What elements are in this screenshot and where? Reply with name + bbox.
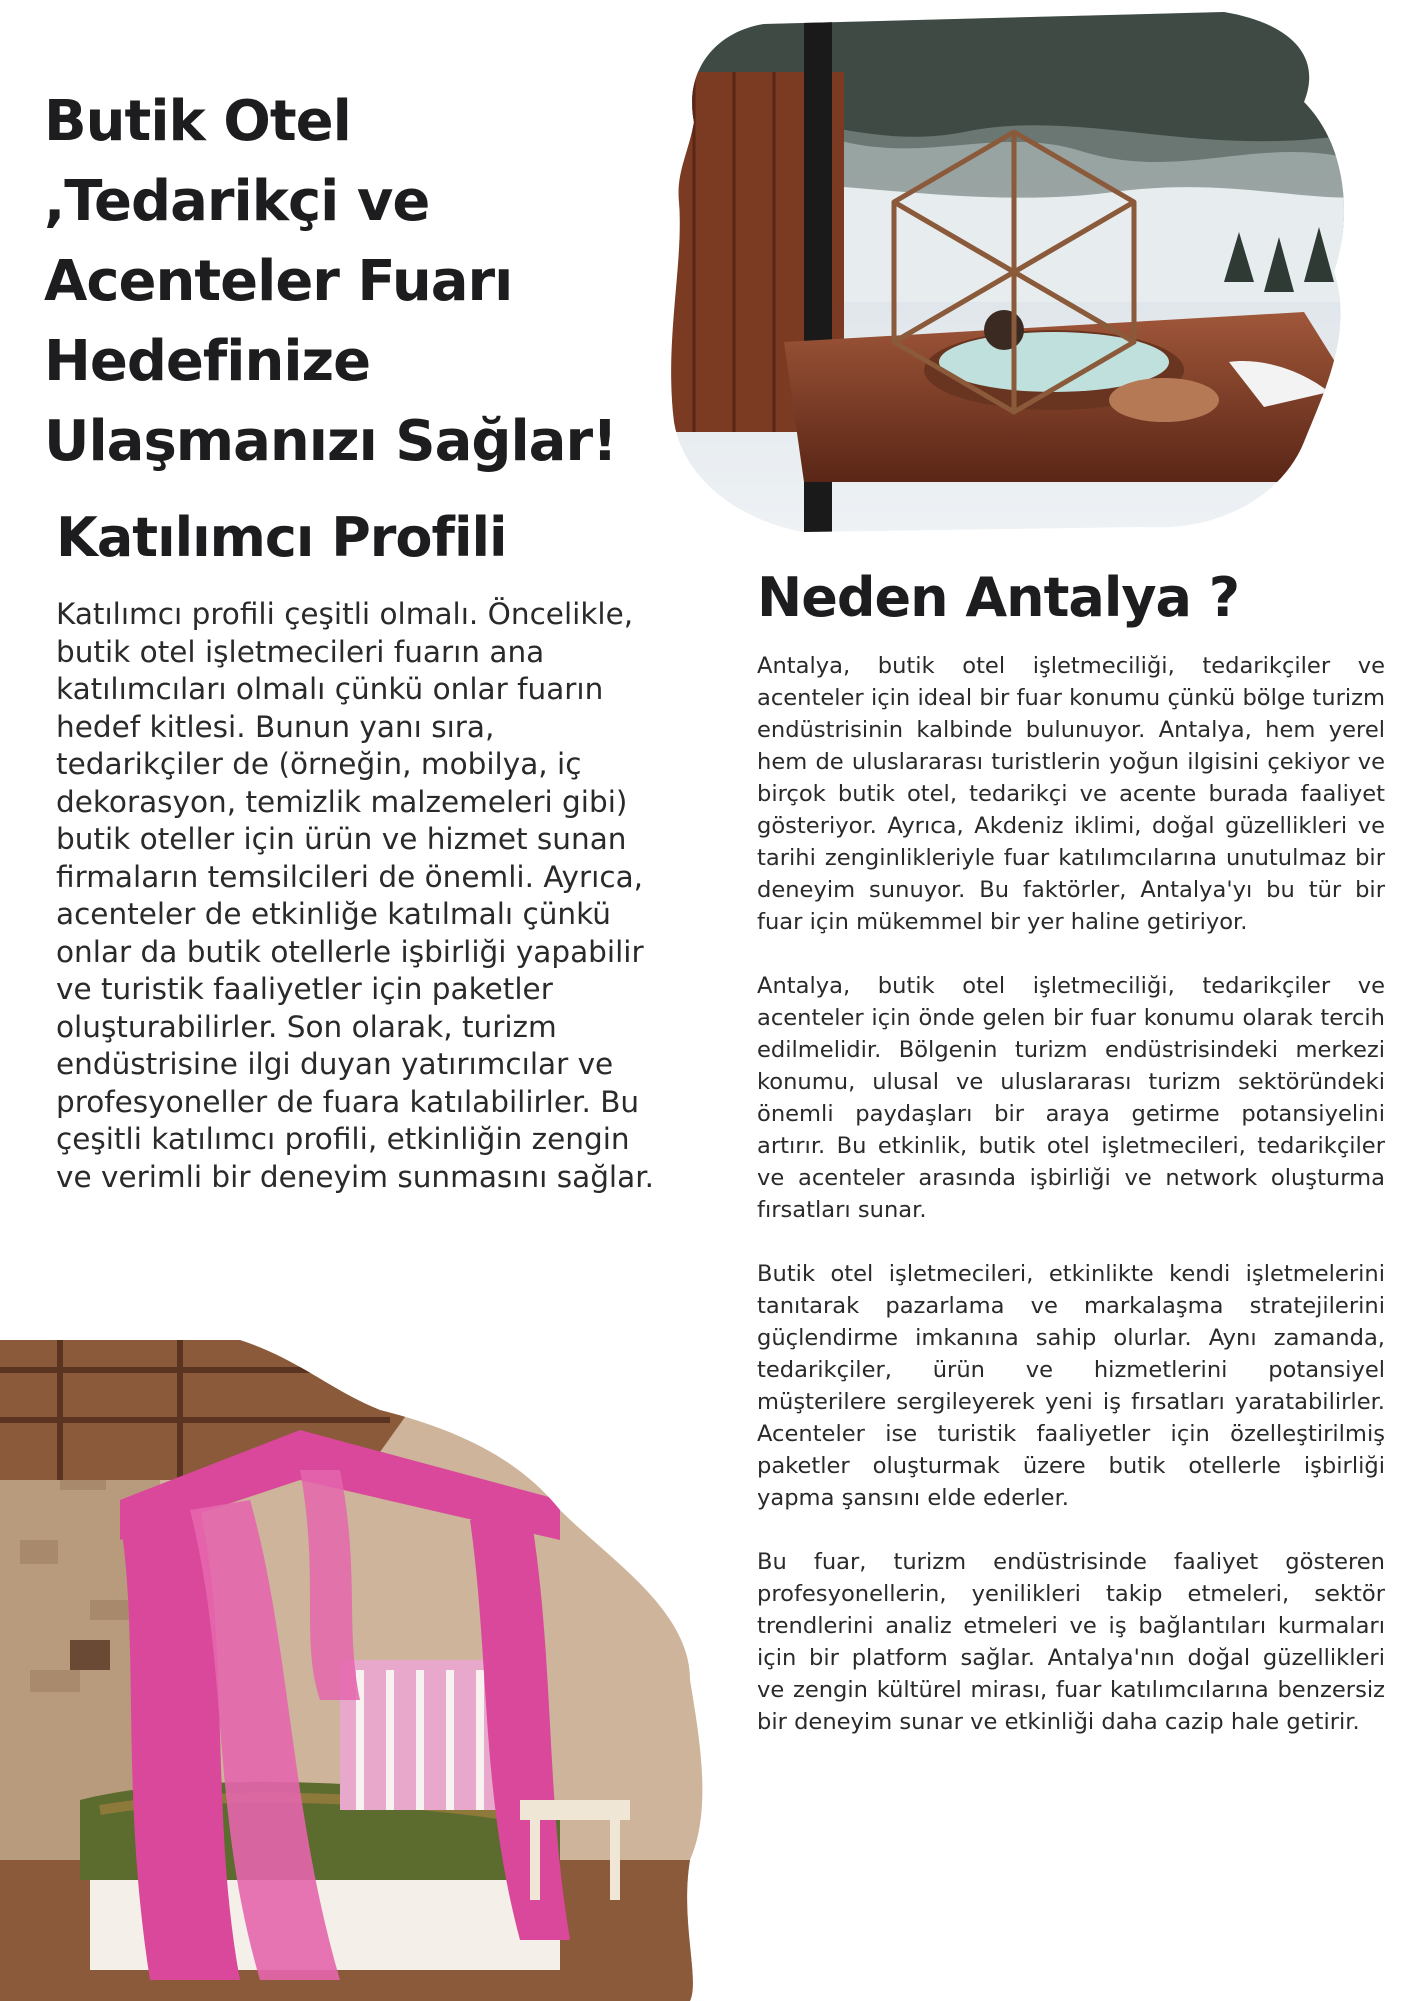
profile-body: Katılımcı profili çeşitli olmalı. Öncelikle, butik otel işletmecileri fuarın ana katılımcıları olmalı çünkü onlar fuarın hedef kitlesi. Bunun yanı sıra, tedarikçiler de (örneğin, mobilya, iç dekorasyon, temizlik malzemeleri gibi) butik oteller için ürün ve hizmet sunan firmaların temsilcileri de önemli. Ayrıca, acenteler de etkinliğe katılmalı çünkü onlar da butik otellerle işbirliği yapabilir ve turistik faaliyetler için paketler oluşturabilirler. Son olarak, turizm endüstrisine ilgi duyan yatırımcılar ve profesyoneller de fuara katılabilirler. Bu çeşitli katılımcı profili, etkinliğin zengin ve verimli bir deneyim sunmasını sağlar. xyxy=(56,597,654,1194)
antalya-section xyxy=(757,650,1385,1770)
canopy-bed-photo xyxy=(0,1340,712,2001)
antalya-title: Neden Antalya ? xyxy=(757,566,1240,629)
antalya-paragraph-3: Butik otel işletmecileri, etkinlikte kendi işletmelerini tanıtarak pazarlama ve markalaşma stratejilerini güçlendirme imkanına sahip olurlar. Aynı zamanda, tedarikçiler, ürün ve hizmetlerini potansiyel müşterilere sergileyerek yeni iş fırsatları yaratabilirler. Acenteler ise turistik faaliyetler için özelleştirilmiş paketler oluşturmak üzere butik otellerle işbirliği yapma şansını elde ederler. xyxy=(757,1261,1385,1511)
antalya-paragraph-4: Bu fuar, turizm endüstrisinde faaliyet gösteren profesyonellerin, yenilikleri takip etmeleri, sektör trendlerini analiz etmeleri ve iş bağlantıları kurmaları için bir platform sağlar. Antalya'nın doğal güzellikleri ve zengin kültürel mirası, fuar katılımcılarına benzersiz bir deneyim sunar ve etkinliği daha cazip hale getirir. xyxy=(757,1549,1385,1735)
antalya-paragraph-2: Antalya, butik otel işletmeciliği, tedarikçiler ve acenteler için önde gelen bir fuar konumu olarak tercih edilmelidir. Bölgenin turizm endüstrisindeki merkezi konumu, ulusal ve uluslararası turizm sektöründeki önemli paydaşları bir araya getirme potansiyelini artırır. Bu etkinlik, butik otel işletmecileri, tedarikçiler ve acenteler arasında işbirliği ve network oluşturma fırsatları sunar. xyxy=(757,973,1385,1223)
dome-jacuzzi-photo xyxy=(664,12,1364,538)
headline: Butik Otel ,Tedarikçi ve Acenteler Fuarı Hedefinize Ulaşmanızı Sağlar! xyxy=(44,89,617,474)
antalya-paragraph-1: Antalya, butik otel işletmeciliği, tedarikçiler ve acenteler için ideal bir fuar konumu çünkü bölge turizm endüstrisinin kalbinde bulunuyor. Antalya, hem yerel hem de uluslararası turistlerin yoğun ilgisini çekiyor ve birçok butik otel, tedarikçi ve acente burada faaliyet gösteriyor. Ayrıca, Akdeniz iklimi, doğal güzellikleri ve tarihi zenginlikleriyle fuar katılımcılarına unutulmaz bir deneyim sunuyor. Bu faktörler, Antalya'yı bu tür bir fuar için mükemmel bir yer haline getiriyor. xyxy=(757,653,1385,935)
profile-title: Katılımcı Profili xyxy=(56,506,507,569)
